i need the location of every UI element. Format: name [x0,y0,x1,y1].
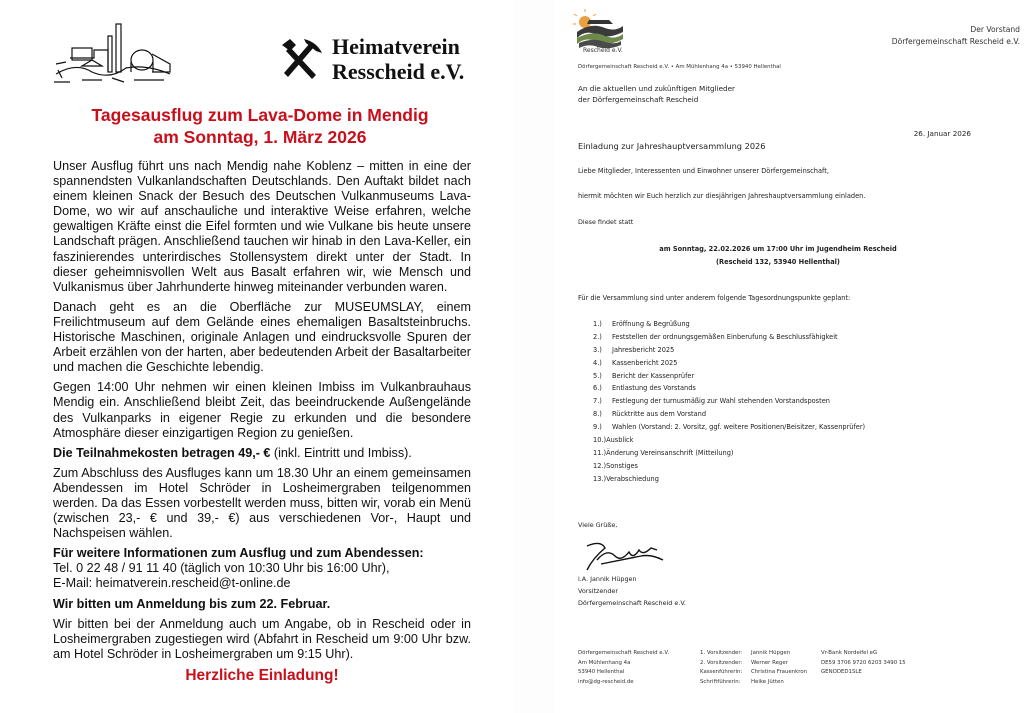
agenda-text: Festlegung der turnusmäßig zur Wahl stehenden Vorstandsposten [612,397,830,406]
footer-address [578,649,669,687]
agenda-text: Entlastung des Vorstands [612,384,696,393]
board-title: Der Vorstand [970,25,1020,34]
agenda-text: Ausblick [606,436,634,445]
footer-role: Schriftführerin: [700,678,741,685]
agenda-text: Eröffnung & Begrüßung [612,320,690,328]
agenda-text: Bericht der Kassenprüfer [612,371,695,380]
agenda-number: 7.) [593,397,602,406]
paragraph-museumslay: Danach geht es an die Oberfläche zur MUSEUMSLAY, einem Freilichtmuseum auf dem Gelände eines ehemaligen Basaltsteinbruchs. Historische Maschinen, originale Anlagen und eindrucksvolle Spuren der Arbeit erzählen von der harten, aber bedeutenden Arbeit der Basaltarbeiter und machen die Geschichte lebendig. [53,299,471,375]
footer-role: Kassenführerin: [700,669,743,676]
factory-illustration-icon [52,18,172,86]
footer-roles [700,649,742,687]
agenda-item [593,434,865,447]
agenda-item [593,408,865,421]
agenda-text: Verabschiedung [606,474,659,483]
footer-person: Werner Reger [751,659,788,666]
takes-place-label: Diese findet statt [578,218,634,226]
recipient-line2: der Dörfergemeinschaft Rescheid [578,95,699,104]
agenda-number: 2.) [593,332,602,341]
footer-org-name: Dörfergemeinschaft Rescheid e.V. [578,650,670,656]
intro-sentence: hiermit möchten wir Euch herzlich zur diesjährigen Jahreshauptversammlung einladen. [578,192,866,200]
agenda-text: Feststellen der ordnungsgemäßen Einberufung & Beschlussfähigkeit [612,332,838,341]
footer-bank [821,649,906,678]
footer-bic: GENODED1SLE [821,669,862,676]
club-brand [276,34,464,84]
agenda-number: 10.) [593,436,607,445]
agenda-item [593,382,865,395]
agenda-item [593,357,865,370]
footer-person: Christina Frauenkron [751,669,808,676]
footer-city: 53940 Hellenthal [578,669,625,676]
signer-organization: Dörfergemeinschaft Rescheid e.V. [578,599,686,607]
agenda-item [593,331,865,344]
phone-line: Tel. 0 22 48 / 91 11 40 (täglich von 10:30 Uhr bis 16:00 Uhr), [53,561,390,576]
agenda-number: 12.) [593,461,607,470]
agenda-number: 3.) [593,345,602,354]
trip-description [53,159,471,688]
agenda-number: 9.) [593,423,602,432]
agenda-item [593,395,865,408]
info-heading: Für weitere Informationen zum Ausflug und zum Abendessen: [53,546,424,561]
event-datetime-venue: am Sonntag, 22.02.2026 um 17:00 Uhr im Jugendheim Rescheid [659,245,897,253]
club-name-line1: Heimatverein [332,34,460,59]
footer-email[interactable]: info@dg-rescheid.de [578,678,634,685]
agenda-item [593,318,865,331]
agenda-text: Rücktritte aus dem Vorstand [612,410,707,419]
agenda-text: Jahresbericht 2025 [612,345,675,354]
agenda-number: 5.) [593,371,602,380]
signer-role: Vorsitzender [578,587,618,595]
trip-title-line1: Tagesausflug zum Lava-Dome in Mendig [91,105,429,125]
signer-name: i.A. Jannik Hüpgen [578,575,637,583]
footer-person: Jannik Hüpgen [751,650,791,656]
agenda-intro: Für die Versammlung sind unter anderem folgende Tagesordnungspunkte geplant: [578,294,851,302]
agenda-text: Kassenbericht 2025 [612,358,678,367]
signer-block [578,573,686,609]
paragraph-boarding: Wir bitten bei der Anmeldung auch um Angabe, ob in Rescheid oder in Losheimergraben zugestiegen wird (Abfahrt in Rescheid um 9:00 Uhr bzw. am Hotel Schröder in Losheimergraben um 9:15 Uhr). [53,616,471,661]
agenda-item [593,473,865,486]
footer-role: 2. Vorsitzender: [700,659,743,666]
closing-invitation: Herzliche Einladung! [185,666,339,684]
assembly-invitation-letter [555,0,1030,713]
recipient-line1: An die aktuellen und zukünftigen Mitglieder [578,84,735,93]
board-header [892,24,1020,48]
salutation: Liebe Mitglieder, Interessenten und Einwohner unserer Dörfergemeinschaft, [578,167,829,175]
agenda-number: 6.) [593,384,602,393]
letter-date: 26. Januar 2026 [913,129,971,138]
agenda-text: Wahlen (Vorstand: 2. Vorsitz, ggf. weitere Positionen/Beisitzer, Kassenprüfer) [612,423,866,432]
footer-role: 1. Vorsitzender: [700,650,743,656]
letter-subject: Einladung zur Jahreshauptversammlung 2026 [578,141,766,151]
agenda-item [593,447,865,460]
agenda-number: 4.) [593,358,602,367]
board-organization: Dörfergemeinschaft Rescheid e.V. [891,37,1020,46]
agenda-number: 13.) [593,474,607,483]
agenda-item [593,344,865,357]
agenda-number: 1.) [593,320,602,328]
hammer-and-pick-icon [276,35,324,83]
email-line[interactable]: E-Mail: heimatverein.rescheid@t-online.de [53,576,291,591]
footer-names [751,649,807,687]
trip-title [40,104,480,148]
paragraph-dinner: Zum Abschluss des Ausfluges kann um 18.30 Uhr an einem gemeinsamen Abendessen im Hotel Schröder in Losheimergraben teilgenommen werden. Da das Essen vorbestellt werden muss, bitten wir, vorab ein Menü (zwischen 23,- € und 39,- €) aus verschiedenen Vor-, Haupt und Nachspeisen wählen. [53,465,471,541]
costs-includes: (inkl. Eintritt und Imbiss). [270,445,412,460]
sender-address-line: Dörfergemeinschaft Rescheid e.V. • Am Mühlenhang 4a • 53940 Hellenthal [578,64,781,70]
handwritten-signature-icon [581,538,666,574]
costs-line [53,446,471,461]
agenda-list [593,318,865,486]
agenda-item [593,421,865,434]
footer-street: Am Mühlenhang 4a [578,659,631,666]
footer-person: Heike Jütten [751,678,784,685]
agenda-item [593,370,865,383]
agenda-number: 8.) [593,410,602,419]
paragraph-lunch: Gegen 14:00 Uhr nehmen wir einen kleinen Imbiss im Vulkanbrauhaus Mendig ein. Anschließend bleibt Zeit, das beeindruckende Außengelände des Vulkanparks in eigener Regie zu erkunden und die besondere Atmosphäre dieser einzigartigen Region zu genießen. [53,380,471,440]
registration-deadline: Wir bitten um Anmeldung bis zum 22. Februar. [53,596,331,611]
agenda-text: Änderung Vereinsanschrift (Mitteilung) [606,448,734,457]
agenda-number: 11.) [593,448,607,457]
event-details [578,243,978,269]
costs-amount: Die Teilnahmekosten betragen 49,- € [53,445,271,460]
footer-iban: DE59 3706 9720 6203 3490 15 [821,659,906,666]
event-address: (Rescheid 132, 53940 Hellenthal) [716,258,840,266]
footer-bank-name: Vr-Bank Nordeifel eG [821,650,878,656]
paragraph-intro: Unser Ausflug führt uns nach Mendig nahe Koblenz – mitten in eine der spannendsten Vulkanlandschaften Deutschlands. Den Auftakt bildet nach einem kleinen Snack der Besuch des Deutschen Vulkanmuseums Lava-Dome, wo wir auf anschauliche und interaktive Weise erfahren, welche gewaltigen Kräfte einst die Eifel formten und wie Vulkane bis heute unsere Landschaft prägen. Anschließend tauchen wir hinab in den Lava-Keller, ein faszinierendes unterirdisches Stollensystem direkt unter der Stadt. In dieser geheimnisvollen Welt aus Basalt erfahren wir, wie Mensch und Vulkanismus über Jahrhunderte hinweg miteinander verbunden waren. [53,159,471,294]
village-community-logo-icon [571,2,627,54]
greeting: Viele Grüße, [578,521,618,529]
agenda-item [593,460,865,473]
trip-title-line2: am Sonntag, 1. März 2026 [153,127,367,147]
club-name-line2: Resscheid e.V. [332,59,465,84]
logo-caption: Rescheid e.V. [583,47,623,54]
recipient-block [578,83,735,105]
agenda-text: Sonstiges [606,461,638,470]
